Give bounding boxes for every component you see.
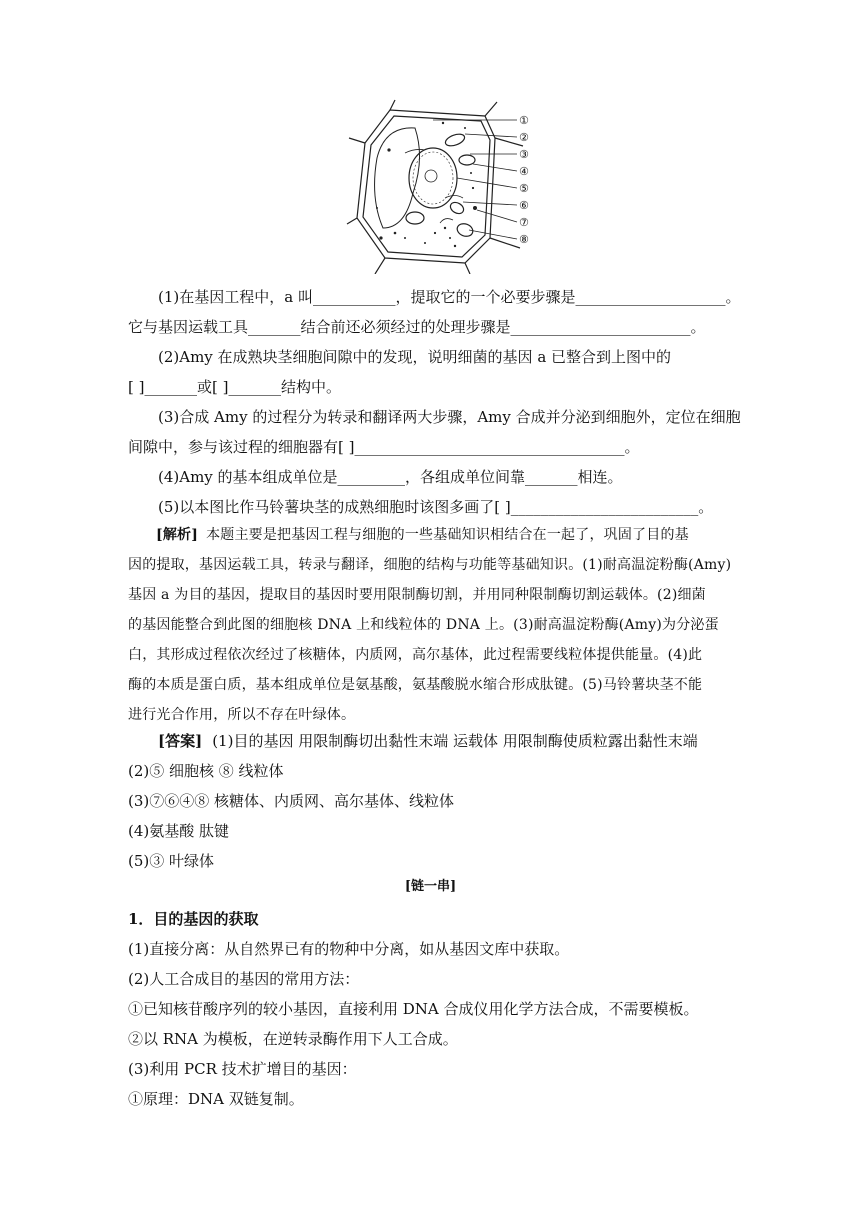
- analysis-line-2: 因的提取，基因运载工具，转录与翻译，细胞的结构与功能等基础知识。(1)耐高温淀粉酶(Amy): [128, 557, 732, 573]
- answer-block: [128, 726, 733, 876]
- plant-cell-diagram: [345, 98, 540, 274]
- answer-line-5: (5)③ 叶绿体: [128, 852, 215, 870]
- answer-line-3: (3)⑦⑥④⑧ 核糖体、内质网、高尔基体、线粒体: [128, 792, 455, 810]
- question-1-line-2: 它与基因运载工具_______结合前还必须经过的处理步骤是________________________。: [128, 318, 706, 336]
- knowledge-line-3: ①已知核苷酸序列的较小基因，直接利用 DNA 合成仪用化学方法合成，不需要模板。: [128, 1000, 699, 1018]
- analysis-line-6: 酶的本质是蛋白质，基本组成单位是氨基酸，氨基酸脱水缩合形成肽键。(5)马铃薯块茎不能: [128, 677, 703, 693]
- knowledge-line-4: ②以 RNA 为模板，在逆转录酶作用下人工合成。: [128, 1030, 458, 1048]
- label-8: ⑧: [519, 233, 529, 246]
- label-5: ⑤: [519, 182, 529, 195]
- knowledge-line-2: (2)人工合成目的基因的常用方法：: [128, 970, 360, 988]
- analysis-line-1: 本题主要是把基因工程与细胞的一些基础知识相结合在一起了，巩固了目的基: [206, 527, 689, 543]
- label-6: ⑥: [519, 199, 529, 212]
- question-2-line-2: [ ]_______或[ ]_______结构中。: [128, 378, 341, 396]
- knowledge-line-1: (1)直接分离：从自然界已有的物种中分离，如从基因文库中获取。: [128, 940, 570, 958]
- knowledge-line-5: (3)利用 PCR 技术扩增目的基因：: [128, 1060, 357, 1078]
- question-3-line-1: (3)合成 Amy 的过程分为转录和翻译两大步骤，Amy 合成并分泌到细胞外，定位在细胞: [158, 408, 741, 426]
- section-title: [链一串]: [404, 879, 457, 894]
- answer-tag: [答案]: [158, 732, 203, 750]
- knowledge-heading: 1．目的基因的获取: [128, 910, 259, 928]
- analysis-line-7: 进行光合作用，所以不存在叶绿体。: [128, 707, 356, 723]
- label-2: ②: [519, 131, 529, 144]
- knowledge-line-6: ①原理：DNA 双链复制。: [128, 1090, 304, 1108]
- question-5-line-1: (5)以本图比作马铃薯块茎的成熟细胞时该图多画了[ ]_________________________。: [158, 498, 714, 516]
- knowledge-block: [128, 904, 733, 1114]
- analysis-block: [128, 520, 733, 730]
- analysis-line-5: 白，其形成过程依次经过了核糖体，内质网，高尔基体，此过程需要线粒体提供能量。(4)此: [128, 647, 703, 663]
- analysis-line-4: 的基因能整合到此图的细胞核 DNA 上和线粒体的 DNA 上。(3)耐高温淀粉酶(Amy)为分泌蛋: [128, 617, 719, 633]
- question-3-line-2: 间隙中，参与该过程的细胞器有[ ]____________________________________。: [128, 438, 640, 456]
- label-7: ⑦: [519, 216, 529, 229]
- answer-line-1: (1)目的基因 用限制酶切出黏性末端 运载体 用限制酶使质粒露出黏性末端: [212, 732, 698, 750]
- answer-line-2: (2)⑤ 细胞核 ⑧ 线粒体: [128, 762, 284, 780]
- label-1: ①: [519, 114, 529, 127]
- label-4: ④: [519, 165, 529, 178]
- question-2-line-1: (2)Amy 在成熟块茎细胞间隙中的发现，说明细菌的基因 a 已整合到上图中的: [158, 348, 672, 366]
- analysis-tag: [解析]: [156, 527, 199, 543]
- label-3: ③: [519, 148, 529, 161]
- analysis-line-3: 基因 a 为目的基因，提取目的基因时要用限制酶切割，并用同种限制酶切割运载体。(2)细菌: [128, 587, 706, 603]
- questions-block: [128, 282, 741, 522]
- question-1-line-1: (1)在基因工程中，a 叫___________，提取它的一个必要步骤是____________________。: [158, 288, 741, 306]
- question-4-line-1: (4)Amy 的基本组成单位是_________，各组成单位间靠_______相连。: [158, 468, 623, 486]
- answer-line-4: (4)氨基酸 肽键: [128, 822, 230, 840]
